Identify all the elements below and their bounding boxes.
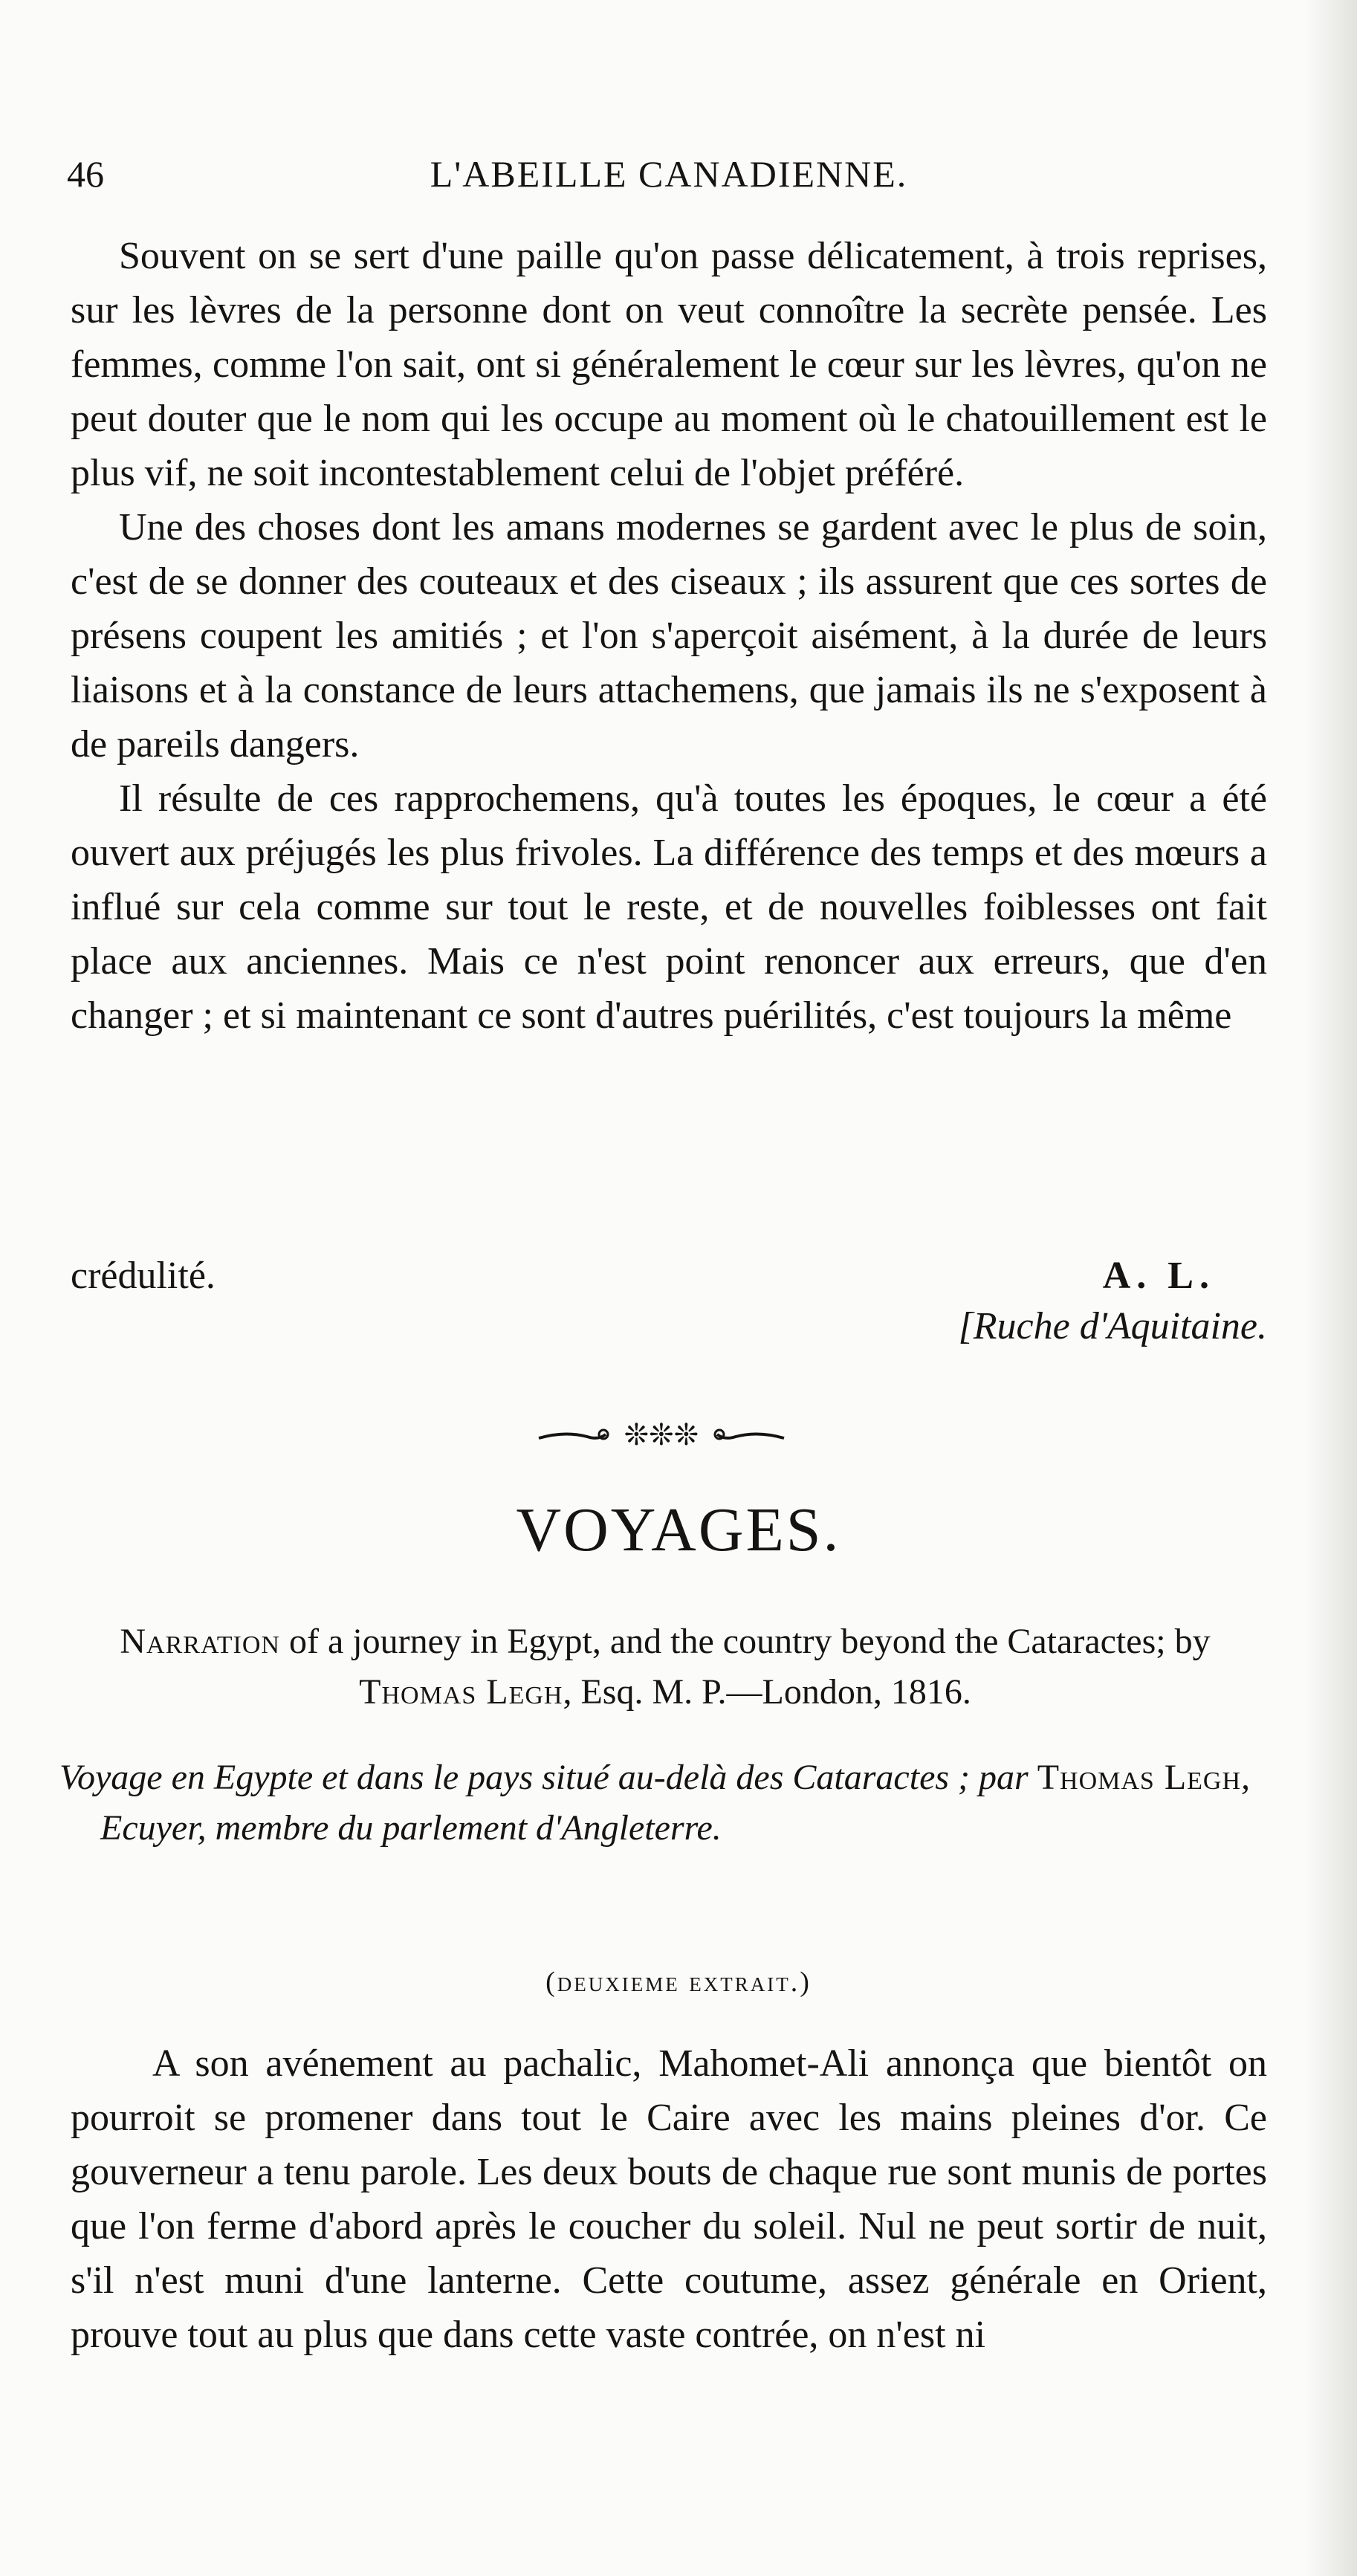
citation-english: [59, 1617, 1271, 1718]
paragraph: Il résulte de ces rapprochemens, qu'à toutes les époques, le cœur a été ouvert aux préjugés les plus frivoles. La différence des temps et des mœurs a influé sur cela comme sur tout le reste, et de nouvelles foiblesses ont fait place aux anciennes. Mais ce n'est point renoncer aux erreurs, que d'en changer ; et si maintenant ce sont d'autres puérilités, c'est toujours la même: [71, 777, 1267, 1037]
paragraph: Une des choses dont les amans modernes se gardent avec le plus de soin, c'est de se donner des couteaux et des ciseaux ; ils assurent que ces sortes de présens coupent les amitiés ; et l'on s'aperçoit aisément, à la durée de leurs liaisons et à la constance de leurs attachemens, que jamais ils ne s'exposent à de pareils dangers.: [71, 506, 1267, 766]
citation-text: Voyage en Egypte et dans le pays situé au-delà des Cataractes ; par: [59, 1758, 1037, 1797]
citation-text: , Esq. M. P.—London, 1816.: [563, 1672, 971, 1712]
ornament-glyphs: ❊❊❊: [624, 1418, 699, 1452]
paragraph: A son avénement au pachalic, Mahomet-Ali annonça que bientôt on pourroit se promener dans tout le Caire avec les mains pleines d'or. Ce gouverneur a tenu parole. Les deux bouts de chaque rue sont munis de portes que l'on ferme d'abord après le coucher du soleil. Nul ne peut sortir de nuit, s'il n'est muni d'une lanterne. Cette coutume, assez générale en Orient, prouve tout au plus que dans cette vaste contrée, on n'est ni: [71, 2042, 1267, 2356]
paragraph: Souvent on se sert d'une paille qu'on passe délicatement, à trois reprises, sur les lèvres de la personne dont on veut connoître la secrète pensée. Les femmes, comme l'on sait, ont si généralement le cœur sur les lèvres, qu'on ne peut douter que le nom qui les occupe au moment où le chatouillement est le plus vif, ne soit incontestablement celui de l'objet préféré.: [71, 235, 1267, 494]
closing-line: [71, 1249, 1267, 1303]
author-initials: A. L.: [1102, 1255, 1215, 1297]
source-reference: [Ruche d'Aquitaine.: [958, 1305, 1267, 1347]
closing-word: crédulité.: [71, 1255, 216, 1297]
citation-text: , Ecuyer, membre du parlement d'Angleterre.: [100, 1758, 1251, 1848]
extract-label: (deuxieme extrait.): [545, 1967, 812, 1998]
page-header: [67, 152, 1271, 204]
page-number: 46: [67, 153, 104, 195]
citation-lead: Narration: [120, 1622, 280, 1661]
citation-text: of a journey in Egypt, and the country beyond the Cataractes; by: [279, 1622, 1211, 1661]
article-body: [71, 229, 1267, 1043]
article-body-2: [71, 2036, 1267, 2362]
citation-french: [59, 1753, 1312, 1854]
section-title: VOYAGES.: [516, 1495, 841, 1564]
floral-divider-icon: [535, 1412, 788, 1457]
citation-author: Thomas Legh: [1037, 1758, 1242, 1797]
citation-author: Thomas Legh: [359, 1672, 563, 1712]
running-title: L'ABEILLE CANADIENNE.: [430, 153, 908, 195]
page-edge-shadow: [1305, 0, 1357, 2576]
